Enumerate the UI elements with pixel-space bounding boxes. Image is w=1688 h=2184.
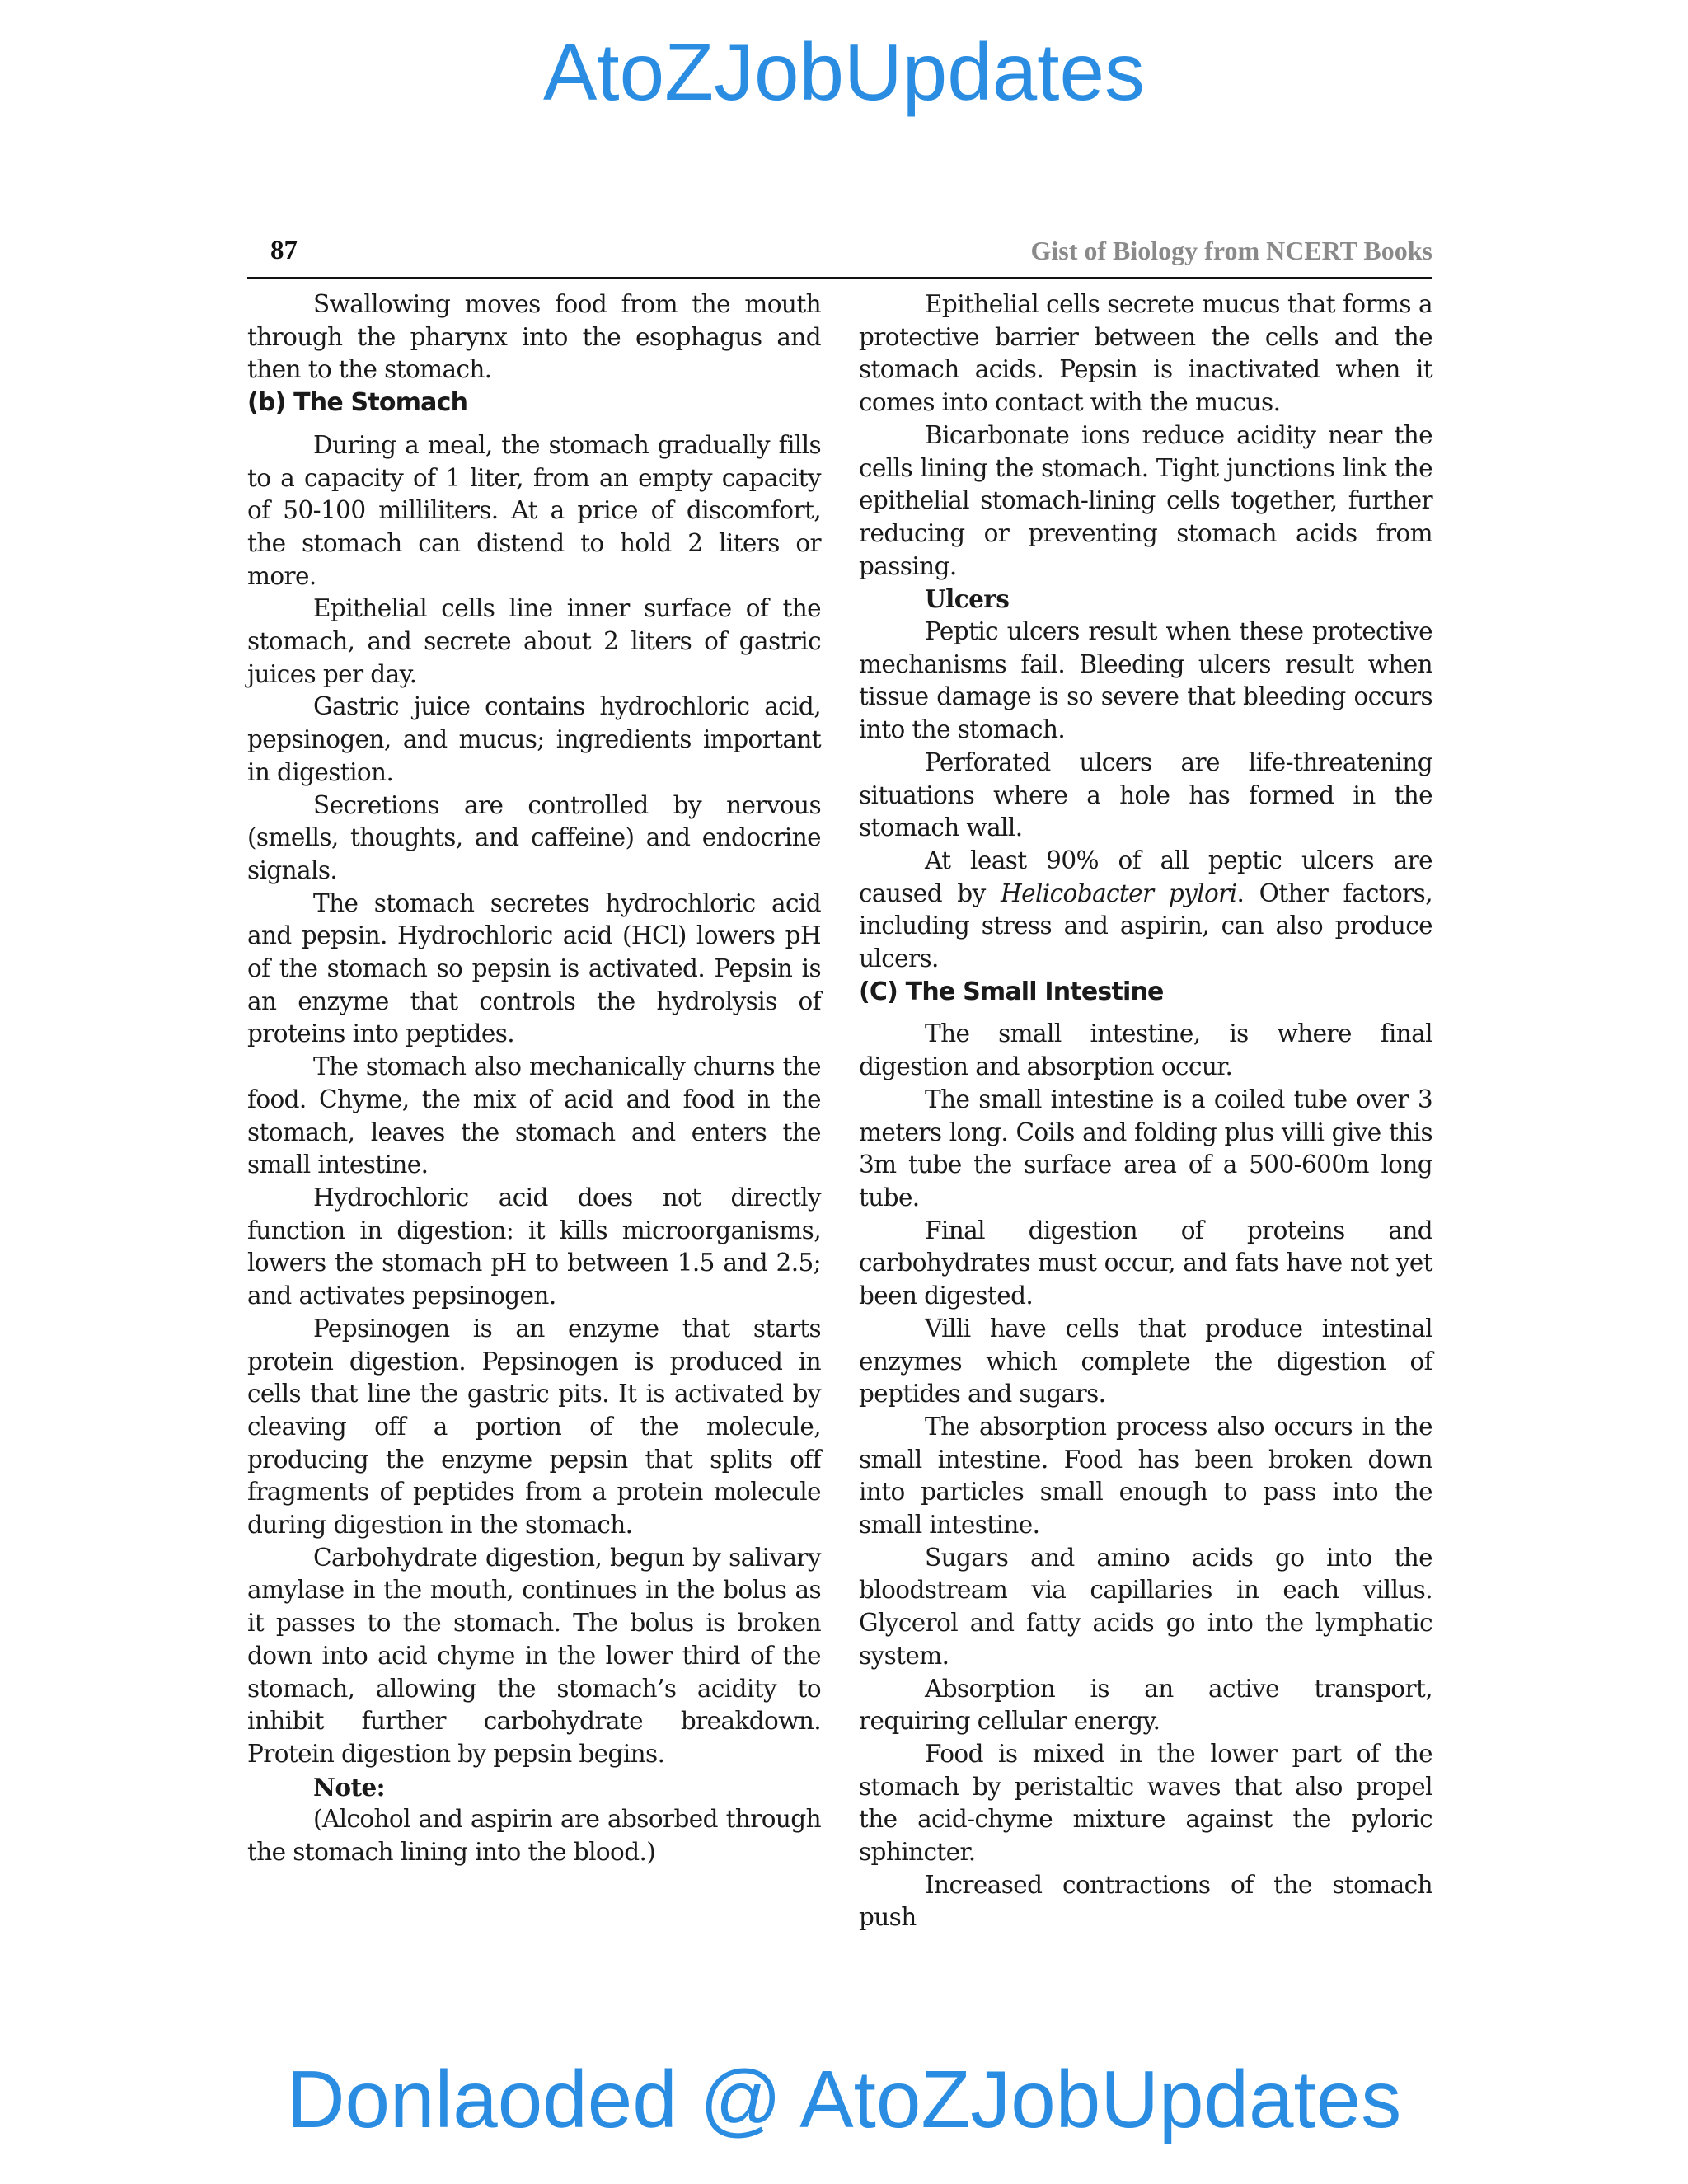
- paragraph: Secretions are controlled by nervous (smells, thoughts, and caffeine) and endocrine signals.: [247, 790, 821, 884]
- paragraph: Food is mixed in the lower part of the stomach by peristaltic waves that also propel the acid-chyme mixture against the pyloric sphincter.: [859, 1739, 1432, 1867]
- paragraph: Pepsinogen is an enzyme that starts protein digestion. Pepsinogen is produced in cells that line the gastric pits. It is activated by cleaving off a portion of the molecule, producing the enzyme pepsin that splits off fragments of peptides from a protein molecule during digestion in the stomach.: [247, 1314, 821, 1540]
- paragraph: Bicarbonate ions reduce acidity near the cells lining the stomach. Tight junctions link the epithelial stomach-lining cells together, further reducing or preventing stomach acids from passing.: [859, 420, 1432, 580]
- paragraph: The stomach also mechanically churns the food. Chyme, the mix of acid and food in the stomach, leaves the stomach and enters the small intestine.: [247, 1052, 821, 1179]
- paragraph: Perforated ulcers are life-threatening situations where a hole has formed in the stomach wall.: [859, 748, 1432, 842]
- paragraph: Sugars and amino acids go into the bloodstream via capillaries in each villus. Glycerol and fatty acids go into the lymphatic system.: [859, 1543, 1432, 1670]
- note-text: (Alcohol and aspirin are absorbed through the stomach lining into the blood.): [247, 1805, 821, 1867]
- paragraph: Increased contractions of the stomach push: [859, 1870, 1432, 1932]
- paragraph: [859, 845, 1432, 976]
- ulcers-label: Ulcers: [925, 584, 1010, 614]
- paragraph: Peptic ulcers result when these protective mechanisms fail. Bleeding ulcers result when tissue damage is so severe that bleeding occurs into the stomach.: [859, 617, 1432, 744]
- right-column: [859, 288, 1432, 1934]
- paragraph: Gastric juice contains hydrochloric acid, pepsinogen, and mucus; ingredients important in digestion.: [247, 692, 821, 786]
- paragraph-text: . Other factors, including stress and aspirin, can also produce ulcers.: [859, 879, 1432, 973]
- paragraph: Hydrochloric acid does not directly function in digestion: it kills microorganisms, lowers the stomach pH to between 1.5 and 2.5; and activates pepsinogen.: [247, 1183, 821, 1310]
- section-heading-stomach: (b) The Stomach: [247, 388, 468, 418]
- running-head: Gist of Biology from NCERT Books: [1030, 236, 1432, 265]
- left-column: [247, 288, 821, 1869]
- paragraph: During a meal, the stomach gradually fills to a capacity of 1 liter, from an empty capacity of 50-100 milliliters. At a price of discomfort, the stomach can distend to hold 2 liters or more.: [247, 430, 821, 590]
- header-rule: [247, 277, 1432, 279]
- species-name: Helicobacter pylori: [1000, 879, 1237, 907]
- paragraph: The absorption process also occurs in the small intestine. Food has been broken down into particles small enough to pass into the small intestine.: [859, 1412, 1432, 1540]
- paragraph: Final digestion of proteins and carbohydrates must occur, and fats have not yet been digested.: [859, 1216, 1432, 1310]
- note-label: Note:: [313, 1772, 385, 1802]
- page-header: [247, 231, 1432, 272]
- section-heading-small-intestine: (C) The Small Intestine: [859, 977, 1164, 1006]
- paragraph: Epithelial cells secrete mucus that forms a protective barrier between the cells and the stomach acids. Pepsin is inactivated when it comes into contact with the mucus.: [859, 290, 1432, 417]
- paragraph: Epithelial cells line inner surface of the stomach, and secrete about 2 liters of gastric juices per day.: [247, 594, 821, 688]
- watermark-top: AtoZJobUpdates: [543, 26, 1145, 117]
- watermark-bottom: Donlaoded @ AtoZJobUpdates: [286, 2054, 1402, 2144]
- paragraph: Swallowing moves food from the mouth through the pharynx into the esophagus and then to the stomach.: [247, 290, 821, 384]
- paragraph: Absorption is an active transport, requiring cellular energy.: [859, 1674, 1432, 1736]
- paragraph: Villi have cells that produce intestinal enzymes which complete the digestion of peptides and sugars.: [859, 1314, 1432, 1408]
- paragraph-text: At least 90% of all peptic ulcers are caused by: [859, 846, 1432, 907]
- paragraph: The small intestine is a coiled tube over 3 meters long. Coils and folding plus villi give this 3m tube the surface area of a 500-600m long tube.: [859, 1085, 1432, 1212]
- paragraph: The stomach secretes hydrochloric acid and pepsin. Hydrochloric acid (HCl) lowers pH of the stomach so pepsin is activated. Pepsin is an enzyme that controls the hydrolysis of proteins into peptides.: [247, 888, 821, 1048]
- paragraph: The small intestine, is where final digestion and absorption occur.: [859, 1019, 1432, 1081]
- paragraph: Carbohydrate digestion, begun by salivary amylase in the mouth, continues in the bolus as it passes to the stomach. The bolus is broken down into acid chyme in the lower third of the stomach, allowing the stomach’s acidity to inhibit further carbohydrate breakdown. Protein digestion by pepsin begins.: [247, 1543, 821, 1768]
- page-number: 87: [270, 236, 298, 265]
